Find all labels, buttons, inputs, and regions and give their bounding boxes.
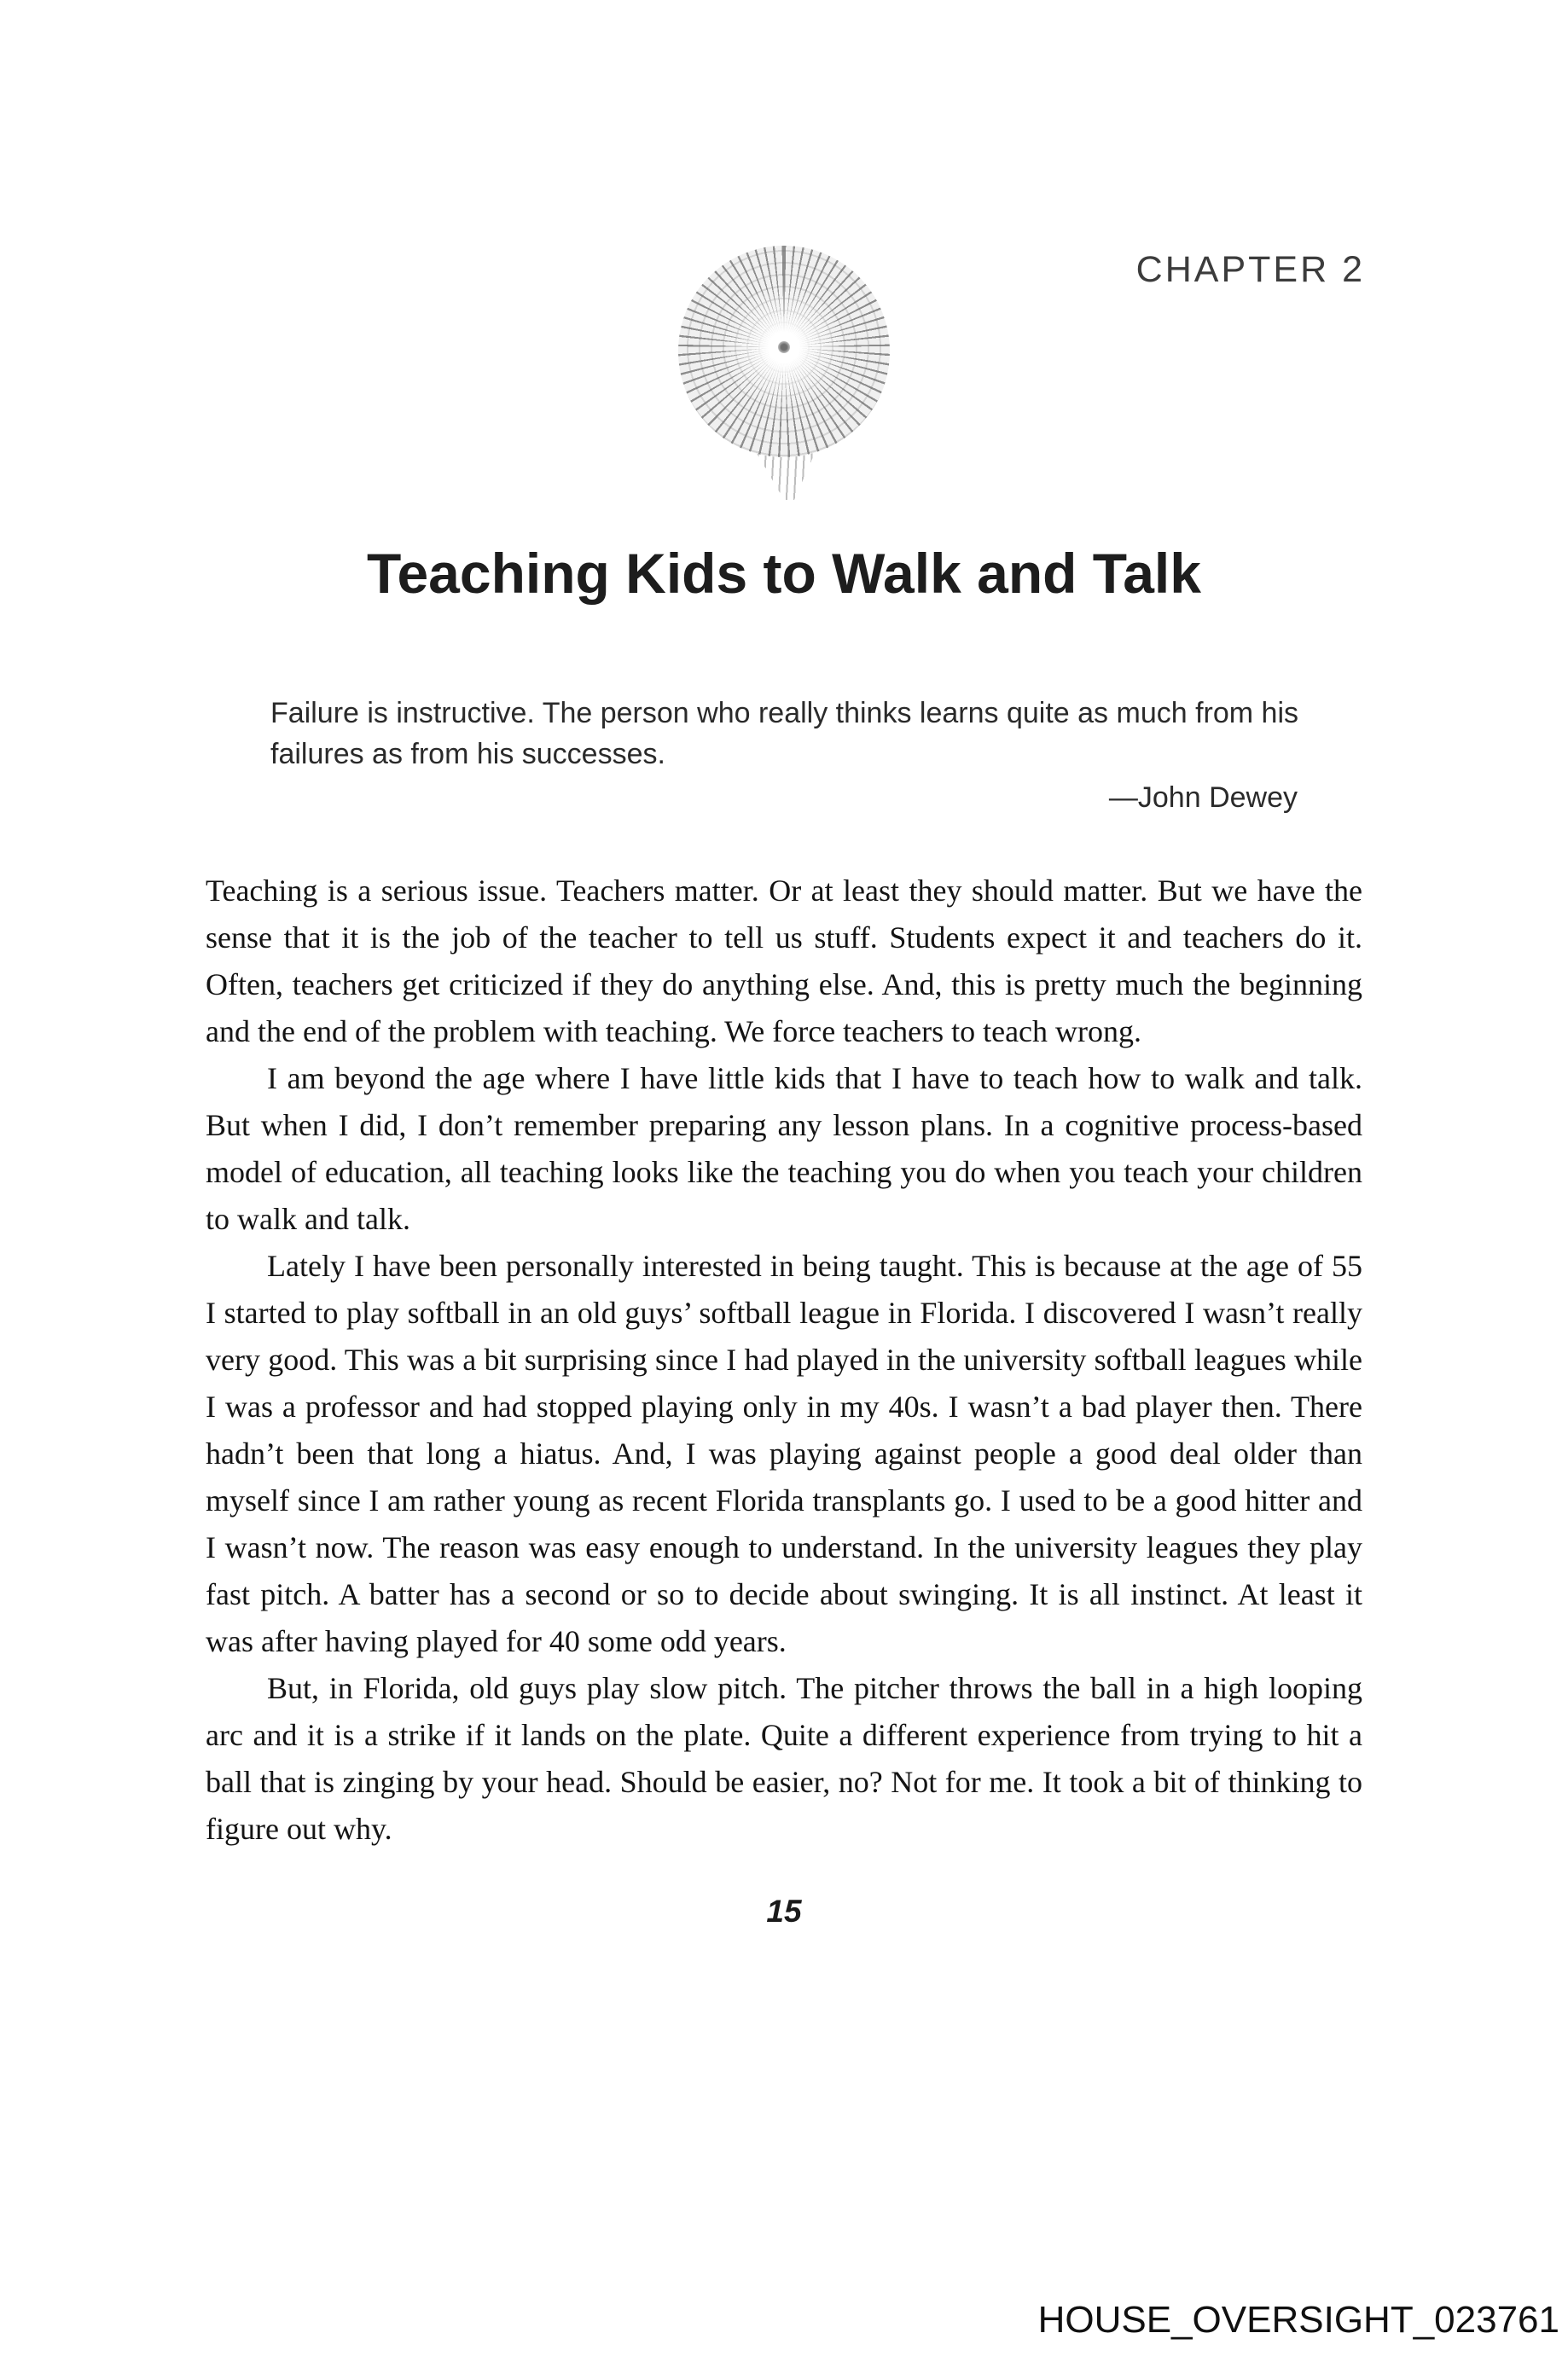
page-content [206,0,1362,1930]
page-number: 15 [766,1893,802,1929]
shell-spiral-decoration [678,246,890,457]
epigraph-attribution: —John Dewey [1108,781,1298,814]
paragraph: Lately I have been personally interested in being taught. This is because at the age of 55 I started to play softball in an old guys’ softball league in Florida. I discovered I wasn’t really very good. This was a bit surprising since I had played in the university softball leagues while I was a professor and had stopped playing only in my 40s. I wasn’t a bad player then. There hadn’t been that long a hiatus. And, I was playing against people a good deal older than myself since I am rather young as recent Florida transplants go. I used to be a good hitter and I wasn’t now. The reason was easy enough to understand. In the university leagues they play fast pitch. A batter has a second or so to decide about swinging. It is all instinct. At least it was after having played for 40 some odd years. [206,1248,1362,1658]
chapter-title: Teaching Kids to Walk and Talk [367,542,1201,605]
nautilus-shell-image [677,246,891,502]
chapter-label: CHAPTER 2 [1135,249,1365,290]
epigraph [270,693,1303,818]
epigraph-text: Failure is instructive. The person who really thinks learns quite as much from his failures as from his successes. [270,697,1298,771]
document-watermark: HOUSE_OVERSIGHT_023761 [1037,2299,1559,2341]
paragraph: Teaching is a serious issue. Teachers matter. Or at least they should matter. But we have the sense that it is the job of the teacher to tell us stuff. Students expect it and teachers do it. Often, teachers get criticized if they do anything else. And, this is pretty much the beginning and the end of the problem with teaching. We force teachers to teach wrong. [206,873,1362,1048]
paragraph: I am beyond the age where I have little kids that I have to teach how to walk and talk. But when I did, I don’t remember preparing any lesson plans. In a cognitive process-based model of education, all teaching looks like the teaching you do when you teach your children to walk and talk. [206,1060,1362,1236]
paragraph: But, in Florida, old guys play slow pitch. The pitcher throws the ball in a high looping arc and it is a strike if it lands on the plate. Quite a different experience from trying to hit a ball that is zinging by your head. Should be easier, no? Not for me. It took a bit of thinking to figure out why. [206,1670,1362,1846]
body-text [206,868,1362,1853]
